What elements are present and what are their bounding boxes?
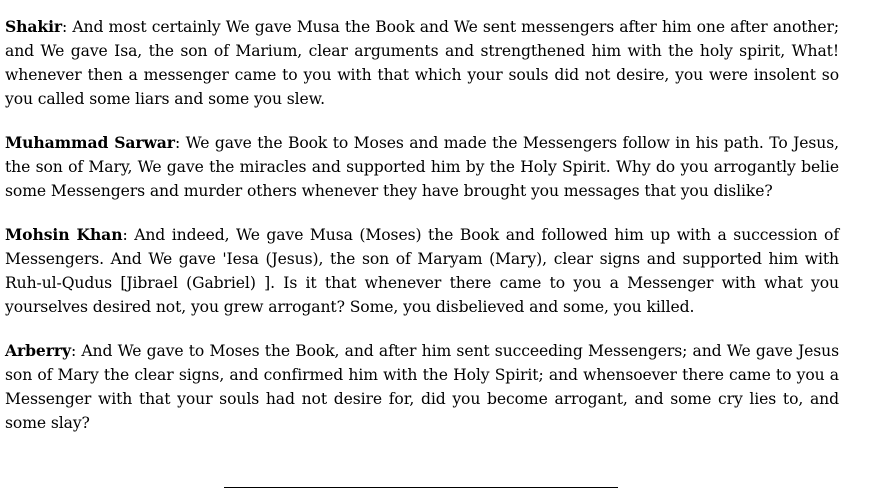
translator-name: Muhammad Sarwar <box>5 133 175 152</box>
translator-separator: : <box>62 18 73 36</box>
translation-entry-shakir <box>5 15 839 111</box>
translations-list <box>5 15 839 455</box>
translation-text: We gave the Book to Moses and made the Messengers follow in his path. To Jesus, the son of Mary, We gave the miracles and supported him by the Holy Spirit. Why do you arrogantly belie some Messengers and murder others whenever they have brought you messages that you dislike? <box>5 134 839 200</box>
translation-entry-mohsin-khan <box>5 223 839 319</box>
translator-separator: : <box>122 226 135 244</box>
translator-name: Arberry <box>5 341 71 360</box>
translation-text: And We gave to Moses the Book, and after him sent succeeding Messengers; and We gave Jesus son of Mary the clear signs, and confirmed him with the Holy Spirit; and whensoever there came to you a Messenger with that your souls had not desire for, did you become arrogant, and some cry lies to, and some slay? <box>5 342 839 432</box>
translator-separator: : <box>174 134 186 152</box>
translator-name: Mohsin Khan <box>5 225 123 244</box>
translator-name: Shakir <box>5 17 63 36</box>
translator-separator: : <box>70 342 82 360</box>
translation-entry-arberry <box>5 339 839 435</box>
translation-entry-muhammad-sarwar <box>5 131 839 203</box>
horizontal-divider <box>224 487 618 488</box>
translation-text: And indeed, We gave Musa (Moses) the Book and followed him up with a succession of Messengers. And We gave 'Iesa (Jesus), the son of Maryam (Mary), clear signs and supported him with Ruh-ul-Qudus [Jibrael (Gabriel) ]. Is it that whenever there came to you a Messenger with what you yourselves desired not, you grew arrogant? Some, you disbelieved and some, you killed. <box>5 226 840 316</box>
translation-text: And most certainly We gave Musa the Book and We sent messengers after him one after another; and We gave Isa, the son of Marium, clear arguments and strengthened him with the holy spirit, What! whenever then a messenger came to you with that which your souls did not desire, you were insolent so you called some liars and some you slew. <box>5 18 839 108</box>
